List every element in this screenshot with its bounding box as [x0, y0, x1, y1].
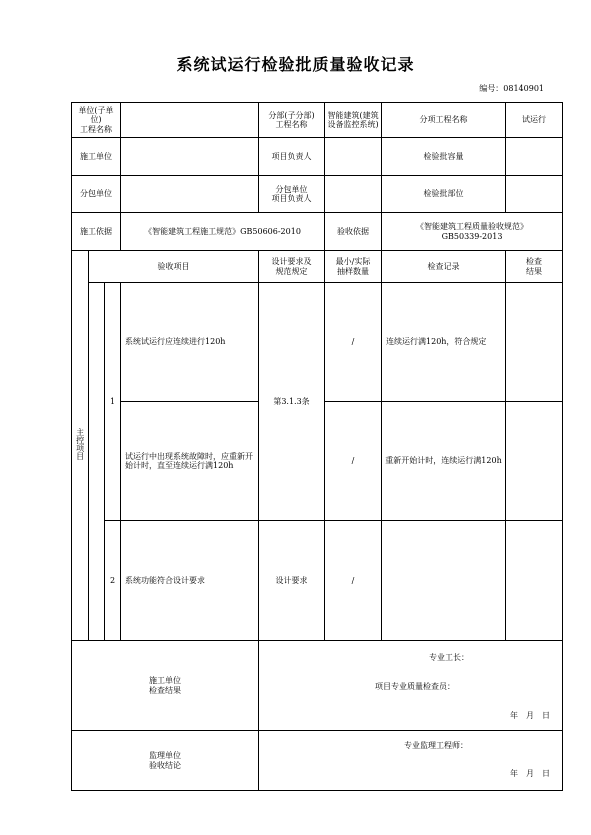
spacer-col: [89, 283, 105, 641]
page-title: 系统试运行检验批质量验收记录: [176, 55, 415, 74]
item-design-requirement: 设计要求: [259, 521, 325, 641]
unit-name-label: 单位(子单位) 工程名称: [72, 103, 121, 138]
item-sample: /: [325, 402, 382, 521]
item-record[interactable]: [382, 521, 506, 641]
item-record[interactable]: 连续运行满120h，符合规定: [382, 283, 506, 402]
division-name-label: 分部(子分部) 工程名称: [259, 103, 325, 138]
item-number: 2: [105, 521, 121, 641]
supervisor-conclusion-label: 监理单位 验收结论: [72, 731, 259, 791]
batch-capacity-value[interactable]: [506, 138, 563, 176]
unit-name-value[interactable]: [121, 103, 259, 138]
inspection-form-table: [71, 102, 563, 791]
batch-capacity-label: 检验批容量: [382, 138, 506, 176]
batch-part-value[interactable]: [506, 176, 563, 213]
item-sample: /: [325, 283, 382, 402]
col-header-design: 设计要求及 规范规定: [259, 251, 325, 283]
item-number: 1: [105, 283, 121, 521]
document-number: 编号：08140901: [479, 84, 544, 93]
contractor-date: 年 月 日: [510, 711, 551, 720]
project-lead-label: 项目负责人: [259, 138, 325, 176]
item-result[interactable]: [506, 402, 563, 521]
item-result[interactable]: [506, 283, 563, 402]
subitem-name-value[interactable]: 试运行: [506, 103, 563, 138]
acceptance-basis-label: 验收依据: [325, 213, 382, 251]
contractor-check-area[interactable]: [259, 641, 563, 731]
subitem-name-label: 分项工程名称: [382, 103, 506, 138]
item-sample: /: [325, 521, 382, 641]
contractor-check-label: 施工单位 检查结果: [72, 641, 259, 731]
item-text: 试运行中出现系统故障时，应重新开始计时，直至连续运行满120h: [121, 402, 259, 521]
sub-lead-value[interactable]: [325, 176, 382, 213]
main-control-group-label: 主控项目: [72, 251, 89, 641]
division-name-value[interactable]: 智能建筑(建筑设备监控系统): [325, 103, 382, 138]
batch-part-label: 检验批部位: [382, 176, 506, 213]
basis-label: 施工依据: [72, 213, 121, 251]
subcontractor-value[interactable]: [121, 176, 259, 213]
supervisor-date: 年 月 日: [510, 769, 551, 778]
col-header-sample: 最小/实际 抽样数量: [325, 251, 382, 283]
item-record[interactable]: 重新开始计时，连续运行满120h: [382, 402, 506, 521]
col-header-item: 验收项目: [89, 251, 259, 283]
project-lead-value[interactable]: [325, 138, 382, 176]
item-text: 系统功能符合设计要求: [121, 521, 259, 641]
item-text: 系统试运行应连续进行120h: [121, 283, 259, 402]
col-header-result: 检查 结果: [506, 251, 563, 283]
basis-value: 《智能建筑工程施工规范》GB50606-2010: [121, 213, 325, 251]
supervising-engineer-label: 专业监理工程师：: [404, 741, 469, 750]
item-result[interactable]: [506, 521, 563, 641]
foreman-label: 专业工长：: [429, 653, 470, 662]
contractor-value[interactable]: [121, 138, 259, 176]
contractor-label: 施工单位: [72, 138, 121, 176]
sub-lead-label: 分包单位 项目负责人: [259, 176, 325, 213]
supervisor-conclusion-area[interactable]: [259, 731, 563, 791]
item-design-requirement: 第3.1.3条: [259, 283, 325, 521]
acceptance-basis-value: 《智能建筑工程质量验收规范》 GB50339-2013: [382, 213, 563, 251]
qc-inspector-label: 项目专业质量检查员：: [375, 682, 456, 691]
col-header-record: 检查记录: [382, 251, 506, 283]
subcontractor-label: 分包单位: [72, 176, 121, 213]
